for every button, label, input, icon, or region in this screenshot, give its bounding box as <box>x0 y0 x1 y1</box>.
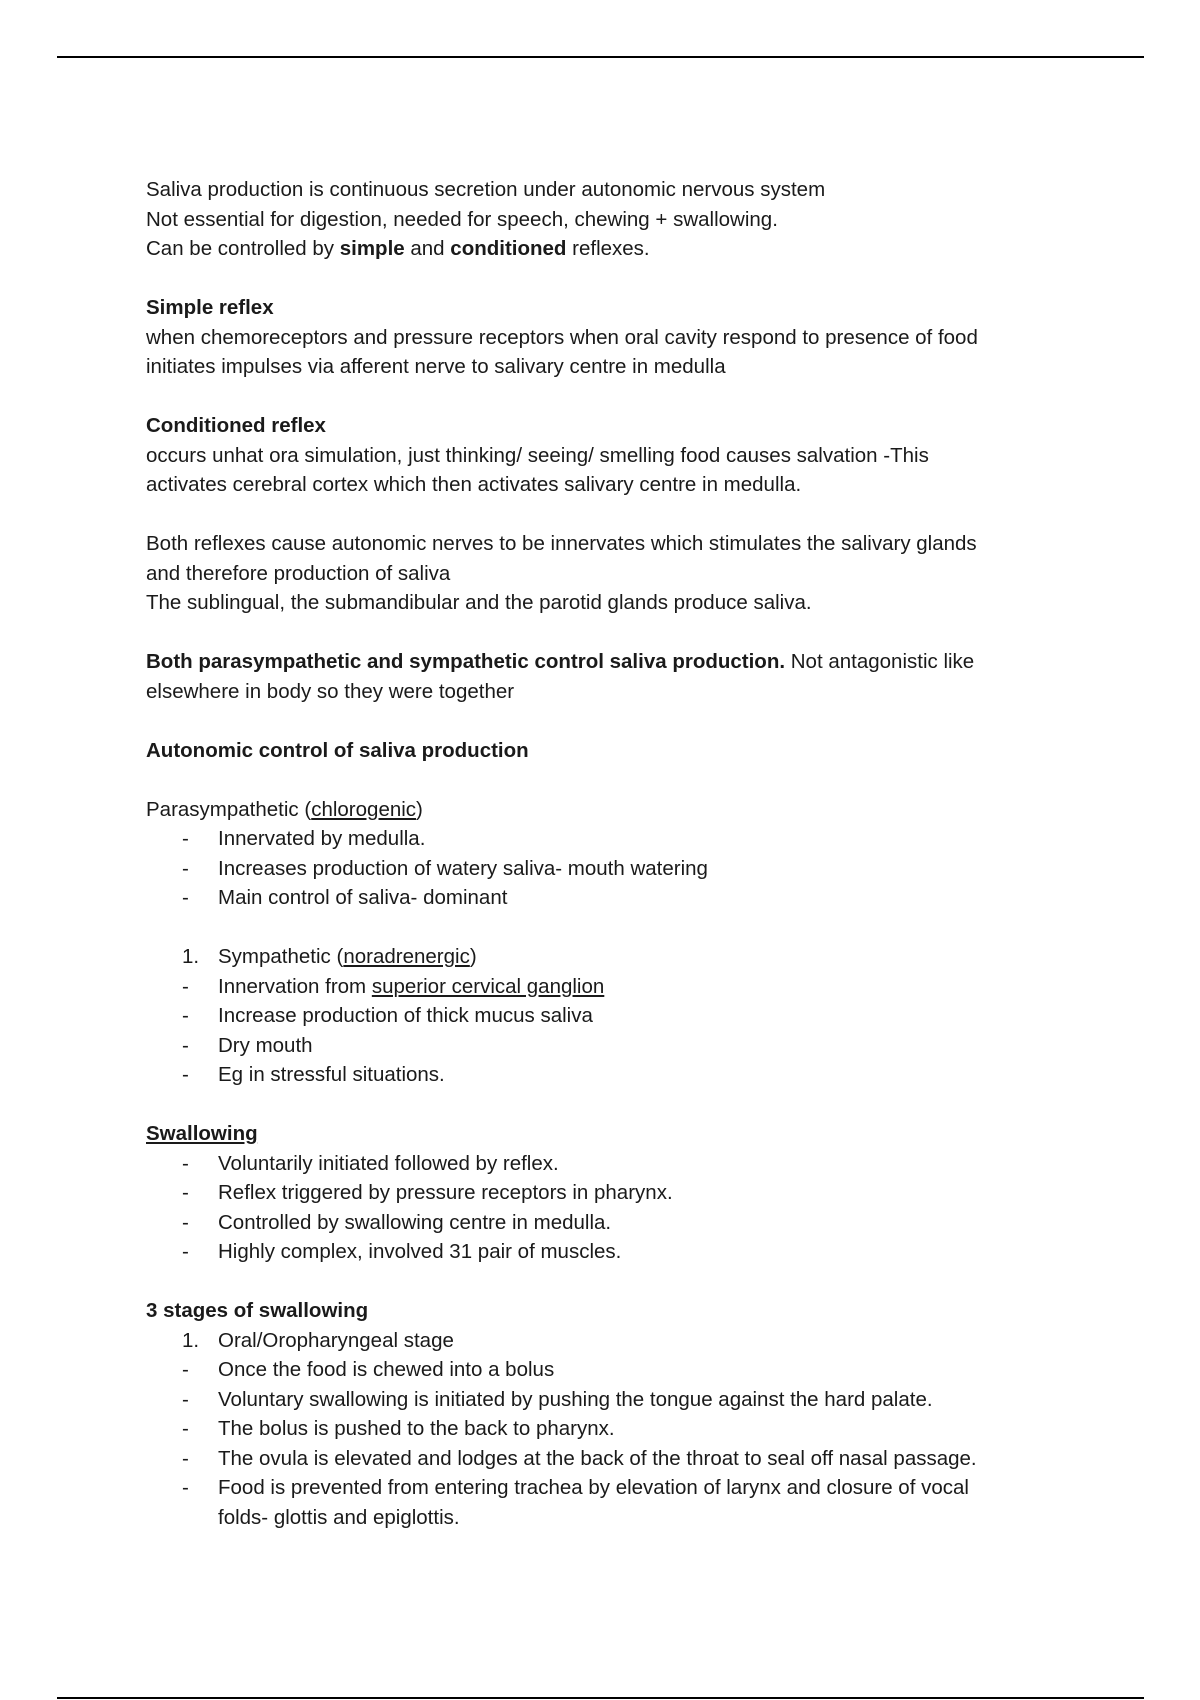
list-item <box>146 1385 1096 1415</box>
stage-1-label <box>146 1326 1096 1356</box>
text-run: Sympathetic ( <box>218 945 344 968</box>
stages-heading: 3 stages of swallowing <box>146 1299 369 1322</box>
parasympathetic-label <box>146 795 1096 825</box>
intro-line-3 <box>146 234 1096 264</box>
dash-bullet: - <box>182 1476 189 1499</box>
text-run: ) <box>416 797 423 821</box>
header-rule <box>57 56 1144 58</box>
dash-bullet: - <box>182 827 189 850</box>
dash-bullet: - <box>182 856 189 880</box>
list-item <box>146 1060 1096 1090</box>
conditioned-reflex-line-2: activates cerebral cortex which then activates salivary centre in medulla. <box>146 473 802 496</box>
bold-term-conditioned: conditioned <box>450 237 567 260</box>
list-item-text: Innervated by medulla. <box>218 827 426 850</box>
dash-bullet: - <box>182 886 189 909</box>
dash-bullet: - <box>182 1181 189 1204</box>
list-item <box>146 1355 1096 1385</box>
control-line-1 <box>146 647 1096 677</box>
dash-bullet: - <box>182 1240 189 1263</box>
list-item-text: Voluntary swallowing is initiated by pushing the tongue against the hard palate. <box>218 1387 933 1411</box>
list-item-text: Once the food is chewed into a bolus <box>218 1358 555 1381</box>
list-item <box>146 1149 1096 1179</box>
list-item-text: folds- glottis and epiglottis. <box>218 1505 460 1529</box>
list-item-text: Oral/Oropharyngeal stage <box>218 1328 454 1352</box>
dash-bullet: - <box>182 1387 189 1411</box>
dash-bullet: - <box>182 1417 189 1440</box>
autonomic-control-heading: Autonomic control of saliva production <box>146 738 529 762</box>
list-item-text: Eg in stressful situations. <box>218 1063 445 1086</box>
document-body <box>146 175 1096 1532</box>
bold-statement: Both parasympathetic and sympathetic control saliva production. <box>146 650 786 673</box>
list-item-text: Main control of saliva- dominant <box>218 886 508 909</box>
simple-reflex-line-1: when chemoreceptors and pressure receptors when oral cavity respond to presence of food <box>146 325 978 349</box>
dash-bullet: - <box>182 1033 189 1057</box>
intro-line-2: Not essential for digestion, needed for speech, chewing + swallowing. <box>146 207 778 231</box>
bold-term-simple: simple <box>339 237 405 260</box>
list-item-text: The ovula is elevated and lodges at the back of the throat to seal off nasal passage. <box>218 1446 977 1470</box>
list-item-text: Increases production of watery saliva- mouth watering <box>218 856 708 880</box>
sympathetic-label <box>146 942 1096 972</box>
dash-bullet: - <box>182 1358 189 1381</box>
underlined-term-chlorogenic: chlorogenic <box>311 797 417 821</box>
glands-line: The sublingual, the submandibular and the parotid glands produce saliva. <box>146 591 812 614</box>
list-item <box>146 972 1096 1002</box>
list-item-continuation <box>146 1503 1096 1533</box>
text-run: and <box>404 237 451 260</box>
list-number: 1. <box>182 945 200 968</box>
list-item <box>146 1473 1096 1503</box>
conditioned-reflex-heading: Conditioned reflex <box>146 414 326 437</box>
both-reflexes-line-1: Both reflexes cause autonomic nerves to be innervates which stimulates the salivary glands <box>146 532 977 555</box>
text-run: Parasympathetic ( <box>146 797 312 821</box>
dash-bullet: - <box>182 1004 189 1027</box>
control-line-2: elsewhere in body so they were together <box>146 679 515 703</box>
simple-reflex-heading: Simple reflex <box>146 296 274 319</box>
list-number: 1. <box>182 1328 200 1352</box>
list-item <box>146 1001 1096 1031</box>
list-item-text: Reflex triggered by pressure receptors in pharynx. <box>218 1181 673 1204</box>
text-run: reflexes. <box>566 237 650 260</box>
dash-bullet: - <box>182 1151 189 1175</box>
underlined-term-noradrenergic: noradrenergic <box>343 945 470 968</box>
underlined-term-ganglion: superior cervical ganglion <box>371 974 605 998</box>
list-item <box>146 1414 1096 1444</box>
dash-bullet: - <box>182 1210 189 1234</box>
list-item <box>146 1237 1096 1267</box>
list-item-text: Controlled by swallowing centre in medulla. <box>218 1210 612 1234</box>
text-run: Innervation from <box>218 974 372 998</box>
list-item-text: Voluntarily initiated followed by reflex. <box>218 1151 559 1175</box>
list-item-text: Food is prevented from entering trachea by elevation of larynx and closure of vocal <box>218 1476 969 1499</box>
list-item <box>146 1444 1096 1474</box>
list-item-text: Dry mouth <box>218 1033 313 1057</box>
list-item-text: Increase production of thick mucus saliva <box>218 1004 593 1027</box>
text-run: ) <box>469 945 477 968</box>
swallowing-heading: Swallowing <box>146 1122 258 1145</box>
intro-line-1: Saliva production is continuous secretion under autonomic nervous system <box>146 178 826 201</box>
list-item <box>146 1178 1096 1208</box>
text-run: Not antagonistic like <box>785 650 975 673</box>
both-reflexes-line-2: and therefore production of saliva <box>146 561 451 585</box>
dash-bullet: - <box>182 974 189 998</box>
text-run: Can be controlled by <box>146 237 340 260</box>
footer-rule <box>57 1697 1144 1699</box>
conditioned-reflex-line-1: occurs unhat ora simulation, just thinking/ seeing/ smelling food causes salvation -This <box>146 443 929 467</box>
dash-bullet: - <box>182 1063 189 1086</box>
list-item <box>146 1031 1096 1061</box>
list-item <box>146 854 1096 884</box>
list-item-text: The bolus is pushed to the back to pharynx. <box>218 1417 615 1440</box>
dash-bullet: - <box>182 1446 189 1470</box>
list-item-text: Highly complex, involved 31 pair of muscles. <box>218 1240 622 1263</box>
list-item <box>146 1208 1096 1238</box>
list-item <box>146 824 1096 854</box>
list-item <box>146 883 1096 913</box>
simple-reflex-line-2: initiates impulses via afferent nerve to salivary centre in medulla <box>146 355 726 378</box>
